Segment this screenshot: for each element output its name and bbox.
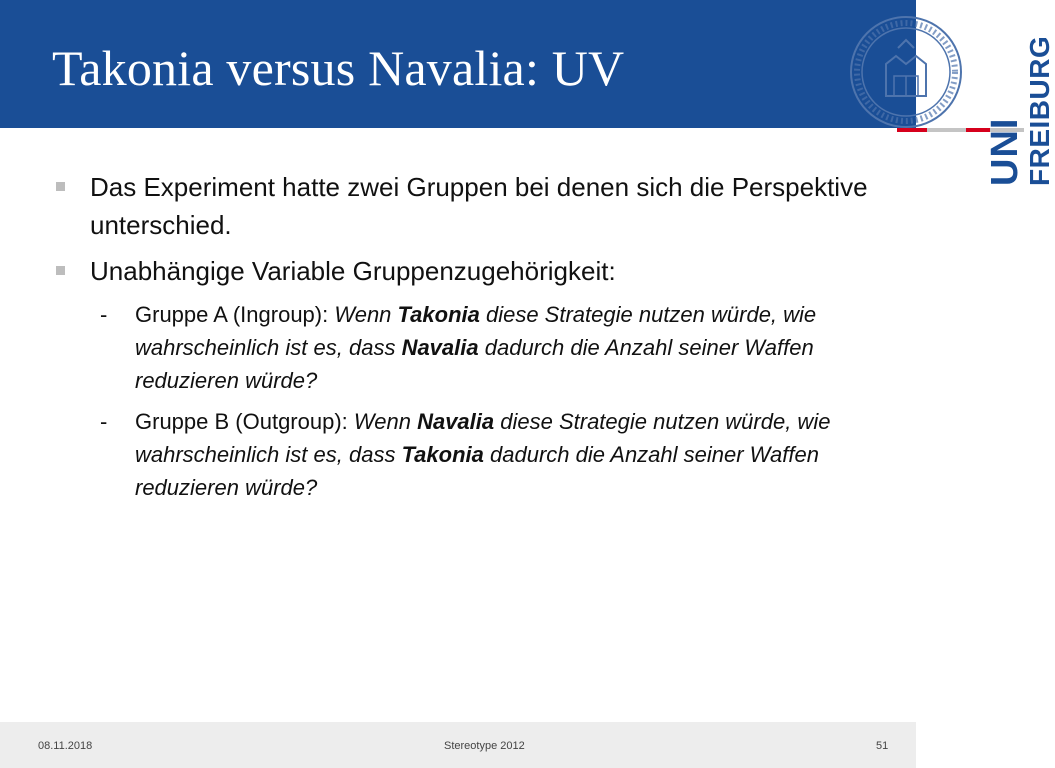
question-part: Wenn	[353, 409, 418, 434]
question-part: dadurch die Anzahl seiner Waffen reduzieren würde?	[135, 442, 819, 500]
bullet-item	[52, 168, 902, 244]
slide-title: Takonia versus Navalia: UV	[52, 40, 625, 96]
logo-freiburg-text: FREIBURG	[1024, 35, 1055, 186]
country-name: Navalia	[417, 409, 495, 434]
bullet-text: Unabhängige Variable Gruppenzugehörigkeit:	[90, 256, 616, 286]
dash-bullet: -	[100, 302, 108, 327]
slide-footer	[0, 722, 916, 768]
footer-title: Stereotype 2012	[444, 740, 525, 752]
sub-bullet-item	[52, 298, 902, 397]
dash-bullet: -	[100, 409, 108, 434]
country-name: Takonia	[397, 302, 480, 327]
page-number: 51	[876, 740, 889, 752]
logo-uni-text: UNI	[984, 117, 1026, 186]
university-seal-icon	[846, 12, 966, 132]
footer-date: 08.11.2018	[38, 740, 93, 752]
title-bar	[0, 0, 916, 128]
group-label: Gruppe B (Outgroup):	[135, 409, 354, 434]
question-part: dadurch die Anzahl seiner Waffen reduzieren würde?	[135, 335, 814, 393]
question-part: Wenn	[334, 302, 398, 327]
group-label: Gruppe A (Ingroup):	[135, 302, 335, 327]
bullet-text: Das Experiment hatte zwei Gruppen bei denen sich die Perspektive unterschied.	[90, 172, 868, 240]
country-name: Takonia	[401, 442, 484, 467]
square-bullet-icon	[56, 182, 65, 191]
sub-bullet-item	[52, 405, 902, 504]
country-name: Navalia	[401, 335, 479, 360]
slide-body	[52, 168, 902, 512]
square-bullet-icon	[56, 266, 65, 275]
question-part: diese Strategie nutzen würde, wie wahrscheinlich ist es, dass	[135, 302, 817, 360]
question-part: diese Strategie nutzen würde, wie wahrscheinlich ist es, dass	[135, 409, 831, 467]
logo-red-mark	[897, 128, 927, 132]
bullet-item	[52, 252, 902, 290]
